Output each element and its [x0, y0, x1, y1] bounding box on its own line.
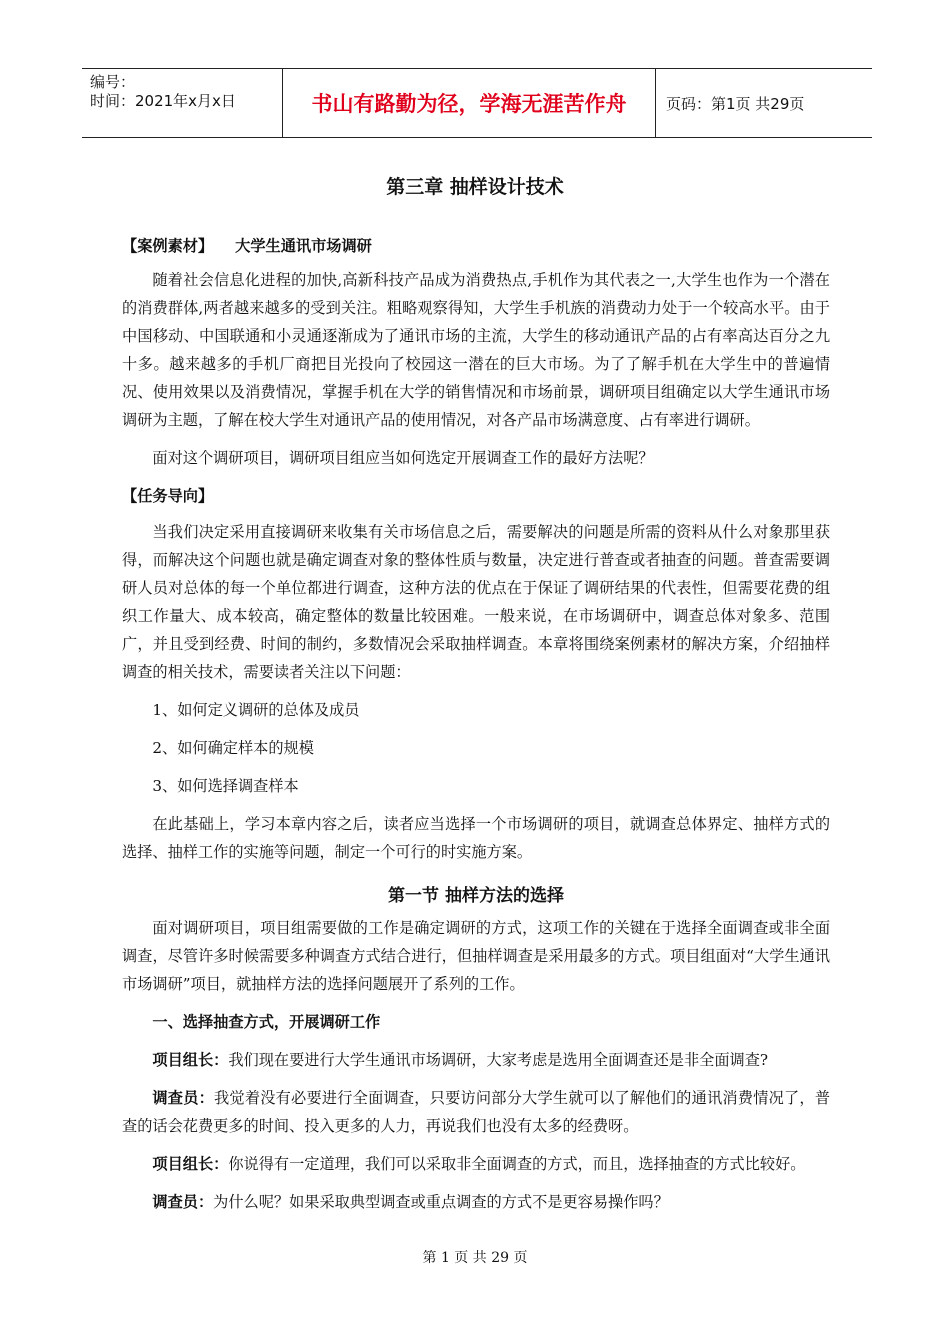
dialogue-speaker: 项目组长： [152, 1155, 229, 1173]
task-heading: 【任务导向】 [122, 487, 214, 505]
case-label: 【案例素材】 [122, 237, 214, 255]
task-item-3: 3、如何选择调查样本 [152, 777, 299, 795]
dialogue-line-1 [122, 1046, 830, 1074]
case-title: 大学生通讯市场调研 [235, 237, 372, 255]
section-intro: 面对调研项目，项目组需要做的工作是确定调研的方式，这项工作的关键在于选择全面调查或非全面调查，尽管许多时候需要多种调查方式结合进行，但抽样调查是采用最多的方式。项目组面对“大学生通讯市场调研”项目，就抽样方法的选择问题展开了系列的工作。 [122, 919, 830, 993]
header-page-info: 页码：第1页 共29页 [666, 94, 805, 113]
case-paragraph-2: 面对这个调研项目，调研项目组应当如何选定开展调查工作的最好方法呢？ [152, 449, 654, 467]
header-motto: 书山有路勤为径，学海无涯苦作舟 [282, 69, 656, 137]
number-label: 编号： [90, 73, 136, 91]
page-footer: 第 1 页 共 29 页 [422, 1250, 528, 1266]
case-paragraph-1: 随着社会信息化进程的加快,高新科技产品成为消费热点,手机作为其代表之一,大学生也作为一个潜在的消费群体,两者越来越多的受到关注。粗略观察得知，大学生手机族的消费动力处于一个较高水平。由于中国移动、中国联通和小灵通逐渐成为了通讯市场的主流，大学生的移动通讯产品的占有率高达百分之九十多。越来越多的手机厂商把目光投向了校园这一潜在的巨大市场。为了了解手机在大学生中的普遍情况、使用效果以及消费情况，掌握手机在大学的销售情况和市场前景，调研项目组确定以大学生通讯市场调研为主题，了解在校大学生对通讯产品的使用情况，对各产品市场满意度、占有率进行调研。 [122, 271, 830, 429]
dialogue-speaker: 调查员： [152, 1089, 215, 1107]
dialogue-text: 为什么呢？如果采取典型调查或重点调查的方式不是更容易操作吗？ [213, 1193, 669, 1211]
document-body [122, 232, 830, 1216]
section-subheading: 一、选择抽查方式，开展调研工作 [152, 1013, 381, 1031]
task-paragraph: 当我们决定采用直接调研来收集有关市场信息之后，需要解决的问题是所需的资料从什么对象那里获得，而解决这个问题也就是确定调查对象的整体性质与数量，决定进行普查或者抽查的问题。普查需要调研人员对总体的每一个单位都进行调查，这种方法的优点在于保证了调研结果的代表性，但需要花费的组织工作量大、成本较高，确定整体的数量比较困难。一般来说，在市场调研中，调查总体对象多、范围广，并且受到经费、时间的制约，多数情况会采取抽样调查。本章将围绕案例素材的解决方案，介绍抽样调查的相关技术，需要读者关注以下问题： [122, 523, 830, 681]
task-item-2: 2、如何确定样本的规模 [152, 739, 314, 757]
case-heading [122, 232, 830, 260]
dialogue-line-3 [122, 1150, 830, 1178]
dialogue-line-2 [122, 1084, 830, 1140]
time-label: 时间：2021年x月x日 [90, 92, 236, 110]
dialogue-text: 我觉着没有必要进行全面调查，只要访问部分大学生就可以了解他们的通讯消费情况了，普查的话会花费更多的时间、投入更多的人力，再说我们也没有太多的经费呀。 [122, 1089, 831, 1135]
dialogue-text: 我们现在要进行大学生通讯市场调研，大家考虑是选用全面调查还是非全面调查? [228, 1051, 769, 1069]
dialogue-text: 你说得有一定道理，我们可以采取非全面调查的方式，而且，选择抽查的方式比较好。 [228, 1155, 806, 1173]
dialogue-line-4 [122, 1188, 830, 1216]
dialogue-speaker: 项目组长： [152, 1051, 229, 1069]
section-title: 第一节 抽样方法的选择 [388, 886, 564, 906]
header-table [82, 68, 872, 138]
header-meta [82, 69, 282, 137]
task-item-1: 1、如何定义调研的总体及成员 [152, 701, 360, 719]
task-closing: 在此基础上，学习本章内容之后，读者应当选择一个市场调研的项目，就调查总体界定、抽样方式的选择、抽样工作的实施等问题，制定一个可行的时实施方案。 [122, 815, 830, 861]
dialogue-speaker: 调查员： [152, 1193, 214, 1211]
chapter-title: 第三章 抽样设计技术 [386, 176, 564, 198]
